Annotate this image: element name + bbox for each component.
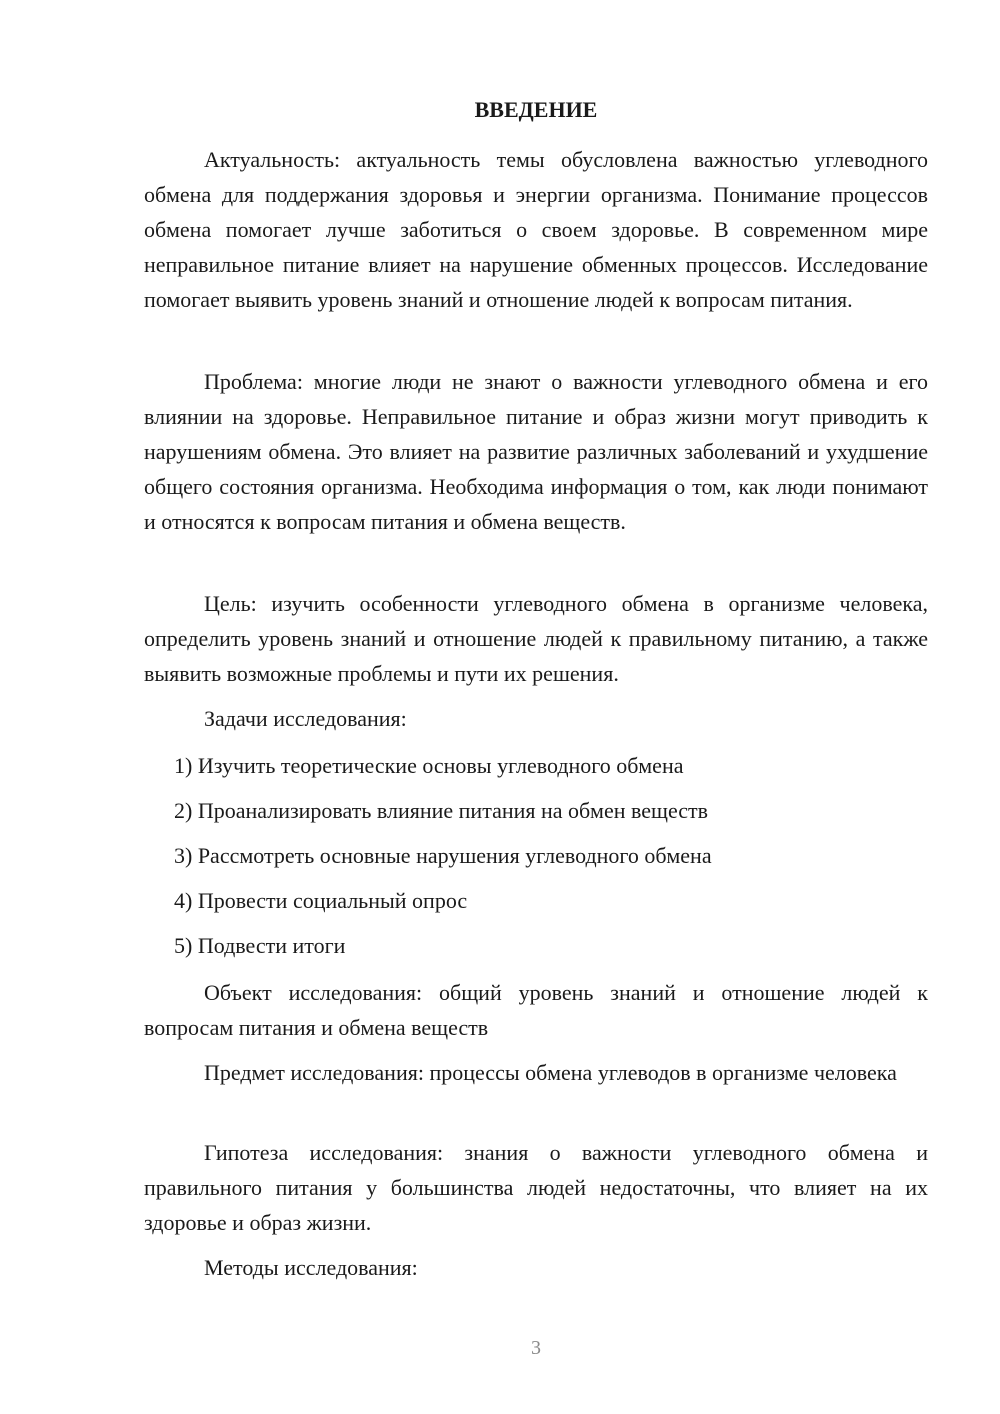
task-item: 5) Подвести итоги [174, 933, 346, 958]
paragraph-relevance: Актуальность: актуальность темы обусловлена важностью углеводного обмена для поддержания здоровья и энергии организма. Понимание процессов обмена помогает лучше заботиться о своем здоровье. В современном мире неправильное питание влияет на нарушение обменных процессов. Исследование помогает выявить уровень знаний и отношение людей к вопросам питания. [144, 147, 928, 312]
task-item: 4) Провести социальный опрос [174, 888, 468, 913]
task-item: 1) Изучить теоретические основы углеводного обмена [174, 753, 684, 778]
paragraph-goal: Цель: изучить особенности углеводного обмена в организме человека, определить уровень знаний и отношение людей к правильному питанию, а также выявить возможные проблемы и пути их решения. [144, 591, 928, 686]
methods-heading: Методы исследования: [204, 1255, 418, 1280]
task-item: 2) Проанализировать влияние питания на обмен веществ [174, 798, 709, 823]
paragraph-problem: Проблема: многие люди не знают о важности углеводного обмена и его влиянии на здоровье. Неправильное питание и образ жизни могут приводить к нарушениям обмена. Это влияет на развитие различных заболеваний и ухудшение общего состояния организма. Необходима информация о том, как люди понимают и относятся к вопросам питания и обмена веществ. [144, 369, 928, 534]
tasks-heading: Задачи исследования: [204, 706, 407, 731]
page-title: ВВЕДЕНИЕ [474, 97, 598, 122]
paragraph-subject: Предмет исследования: процессы обмена углеводов в организме человека [204, 1060, 897, 1085]
page-number: 3 [531, 1337, 541, 1359]
task-item: 3) Рассмотреть основные нарушения углеводного обмена [174, 843, 712, 868]
paragraph-object: Объект исследования: общий уровень знаний и отношение людей к вопросам питания и обмена веществ [144, 980, 928, 1040]
paragraph-hypothesis: Гипотеза исследования: знания о важности углеводного обмена и правильного питания у большинства людей недостаточны, что влияет на их здоровье и образ жизни. [144, 1140, 928, 1235]
